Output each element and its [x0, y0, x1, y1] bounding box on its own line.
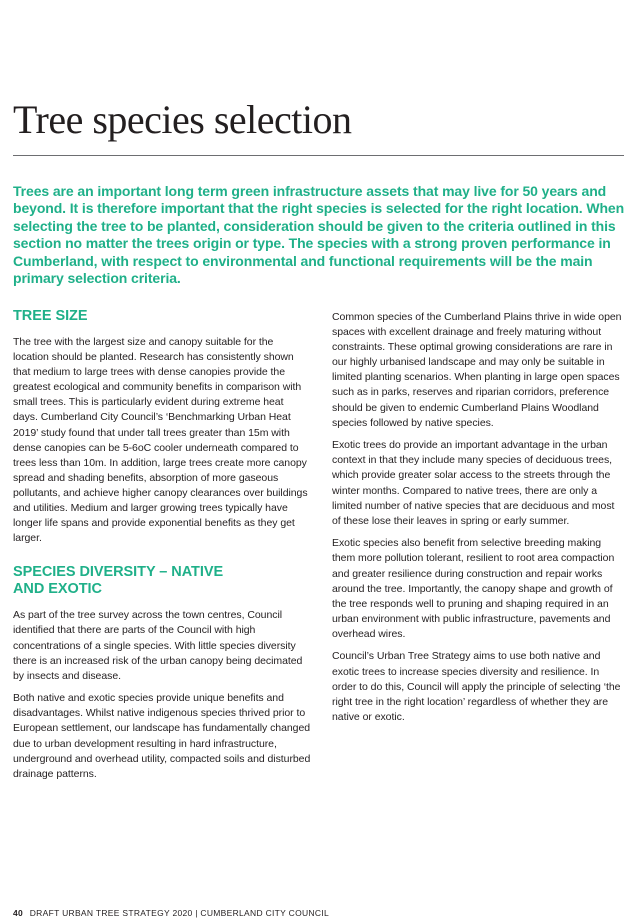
- heading-species-diversity-line1: SPECIES DIVERSITY – NATIVE: [13, 564, 224, 581]
- heading-tree-size: TREE SIZE: [13, 308, 88, 324]
- left-column: [13, 308, 311, 789]
- right-paragraph-3: Exotic species also benefit from selective breeding making them more pollution tolerant, resilient to root area compaction and greater resilience during construction and repair works around the tree. Importantly, the canopy shape and growth of the tree responds well to pruning and shaping required in an urban environment with public infrastructure, pavements and overhead wires.: [332, 537, 615, 640]
- right-column: [332, 310, 625, 732]
- page-title: Tree species selection: [13, 97, 352, 142]
- page-number: 40: [13, 908, 24, 918]
- title-divider: [13, 155, 624, 156]
- right-paragraph-4: Council’s Urban Tree Strategy aims to use both native and exotic trees to increase species diversity and resilience. In order to do this, Council will apply the principle of selecting ‘the right tree in the right location’ regardless of whether they are native or exotic.: [332, 650, 621, 723]
- heading-species-diversity: [13, 564, 311, 598]
- heading-species-diversity-line2: AND EXOTIC: [13, 581, 102, 598]
- intro-paragraph: Trees are an important long term green infrastructure assets that may live for 50 years and beyond. It is therefore important that the right species is selected for the right location. When selecting the tree to be planted, consideration should be given to the criteria outlined in this section no matter the trees origin or type. The species with a strong proven performance in Cumberland, with respect to environmental and functional requirements will be the main primary selection criteria.: [13, 183, 625, 287]
- right-paragraph-1: Common species of the Cumberland Plains thrive in wide open spaces with excellent drainage and freely maturing without constraints. These optimal growing considerations are rare in our highly urbanised landscape and may only be suitable in limited planting scenarios. When planting in large open spaces such as in parks, reserves and riparian corridors, preference should be given to endemic Cumberland Plains Woodland species followed by native species.: [332, 311, 622, 429]
- diversity-paragraph-2: Both native and exotic species provide unique benefits and disadvantages. Whilst native indigenous species thrived prior to European settlement, our landscape has fundamentally changed due to urban development resulting in hard infrastructure, underground and overhead utility, compacted soils and disturbed drainage patterns.: [13, 692, 311, 780]
- footer-text: DRAFT URBAN TREE STRATEGY 2020 | CUMBERLAND CITY COUNCIL: [29, 908, 329, 918]
- right-paragraph-2: Exotic trees do provide an important advantage in the urban context in that they include many species of deciduous trees, which provide greater solar access to the streets through the winter months. Compared to native trees, there are only a limited number of native species that are deciduous and most of these lose their leaves in spring or early summer.: [332, 439, 615, 527]
- tree-size-paragraph: The tree with the largest size and canopy suitable for the location should be planted. Research has consistently shown that medium to large trees with dense canopies provide the greatest ecological and community benefits in comparison with small trees. This is particularly evident during extreme heat days. Cumberland City Council’s ‘Benchmarking Urban Heat 2019’ study found that under tall trees greater than 15m with dense canopies can be 5-6oC cooler underneath compared to trees less than 10m. In addition, large trees create more canopy spread and shading benefits, absorption of more gaseous pollutants, and achieve higher canopy clearances over buildings and utilities. Medium and larger growing trees typically have longer life spans and provide exponential benefits as they get larger.: [13, 336, 308, 545]
- diversity-paragraph-1: As part of the tree survey across the town centres, Council identified that there are parts of the Council with high concentrations of a single species. With little species diversity there is an increased risk of the urban canopy being decimated by insects and disease.: [13, 609, 303, 682]
- page-footer: [13, 908, 329, 918]
